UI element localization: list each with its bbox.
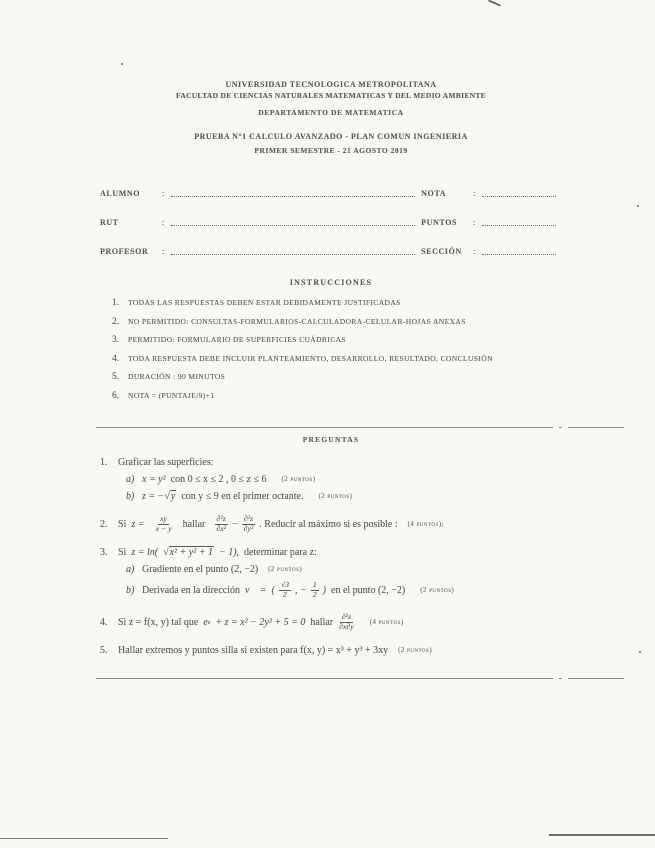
points-badge: (2 puntos) [420, 586, 455, 594]
colon: : [162, 247, 165, 256]
fraction-denominator: ∂y² [243, 523, 254, 533]
fraction [337, 613, 356, 632]
dotted-fill-line [482, 246, 556, 255]
fraction [153, 515, 173, 534]
points-badge: (4 puntos) [369, 618, 404, 626]
form-row-alumno [100, 188, 562, 198]
question-5 [100, 645, 562, 656]
rule-segment [568, 678, 624, 679]
scan-edge-line [0, 838, 168, 839]
scan-dot [637, 205, 639, 207]
question-text: determinar para z: [244, 546, 317, 558]
fraction-numerator: ∂²z [341, 611, 352, 621]
instruction-item [112, 298, 562, 308]
question-1 [100, 457, 562, 502]
question-text: Graficar las superficies: [118, 457, 214, 468]
colon: : [473, 189, 476, 198]
question-4-line [100, 613, 562, 632]
condition-text: con 0 ≤ x ≤ 2 , 0 ≤ z ≤ 6 [170, 474, 267, 485]
vector-symbol: v⃗ = [245, 584, 267, 596]
paren-open: ( [271, 584, 275, 596]
dotted-fill-line [171, 246, 415, 255]
question-number: 4. [100, 616, 108, 628]
radical-sign: √ [163, 546, 169, 558]
question-text: en el punto (2, −2) [331, 584, 406, 596]
university-name: UNIVERSIDAD TECNOLOGICA METROPOLITANA [225, 80, 437, 89]
exam-term: PRIMER SEMESTRE - 21 AGOSTO 2019 [254, 146, 408, 155]
subitem-label: a) [126, 563, 135, 575]
field-label-nota: NOTA [421, 189, 447, 198]
math-expression: + z = x² − 2y² + 5 = 0 [215, 616, 306, 628]
rule-segment [96, 427, 553, 428]
document-header [100, 80, 562, 155]
fraction-denominator: ∂x∂y [339, 621, 354, 631]
scan-dot [639, 651, 641, 653]
question-3 [100, 547, 562, 600]
rule-dot [559, 678, 562, 680]
math-expression: z = − [142, 491, 165, 502]
instruction-item [112, 335, 562, 345]
instruction-text: NO PERMITIDO: CONSULTAS-FORMULARIOS-CALCULADORA-CELULAR-HOJAS ANEXAS [128, 316, 466, 326]
fraction [279, 581, 291, 600]
fraction-numerator: 1 [312, 579, 317, 589]
field-label-puntos: PUNTOS [421, 218, 458, 227]
fraction-denominator: ∂x² [216, 523, 226, 533]
dotted-fill-line [482, 188, 556, 197]
question-4 [100, 613, 562, 632]
department-name: DEPARTAMENTO DE MATEMATICA [258, 108, 404, 117]
subitem-label: b) [126, 584, 135, 596]
exam-title: PRUEBA N°1 CALCULO AVANZADO - PLAN COMUN INGENIERIA [194, 132, 468, 141]
instruction-text: TODA RESPUESTA DEBE INCLUIR PLANTEAMIENTO, DESARROLLO, RESULTADO, CONCLUSIÓN [128, 353, 493, 363]
points-badge: (4 puntos); [407, 520, 444, 528]
fraction-numerator: ∂²z [243, 514, 254, 523]
fraction-numerator: xy [160, 514, 167, 523]
horizontal-rule [96, 427, 624, 429]
fraction [214, 515, 228, 534]
question-1b [100, 491, 562, 502]
scan-corner-tick [488, 0, 501, 6]
points-badge: (2 puntos) [398, 646, 433, 654]
rule-segment [96, 678, 553, 679]
radicand: x² + y² + 1 [169, 546, 213, 558]
instructions-heading: INSTRUCCIONES [289, 278, 373, 287]
question-text: hallar [310, 616, 334, 628]
sqrt-radical [164, 491, 176, 502]
instruction-text: PERMITIDO: FORMULARIO DE SUPERFICIES CUÁDRICAS [128, 335, 347, 344]
question-3-intro [100, 547, 562, 558]
rule-segment [568, 427, 624, 428]
question-number: 1. [100, 457, 108, 468]
question-3a [100, 564, 562, 575]
math-expression: x = y² [142, 474, 166, 485]
colon: : [162, 218, 165, 227]
instruction-number: 1. [112, 298, 120, 308]
math-expression: − 1), [218, 546, 240, 558]
document-content [100, 80, 562, 686]
points-badge: (2 puntos) [281, 476, 316, 483]
radical-sign: √ [164, 491, 170, 502]
horizontal-rule [96, 678, 624, 680]
question-text: hallar [182, 518, 206, 530]
fraction [311, 581, 319, 600]
paren-close: ) [322, 584, 327, 596]
instructions-list [100, 298, 562, 401]
question-2-line [100, 515, 562, 534]
subitem-label: a) [126, 474, 135, 485]
instruction-item [112, 317, 562, 327]
rule-dot [559, 427, 562, 429]
question-text: Si [118, 546, 127, 558]
dotted-fill-line [171, 188, 415, 197]
fraction-denominator: 2 [312, 589, 317, 599]
question-text: Hallar extremos y puntos silla si existen para f(x, y) = x³ + y³ + 3xy [118, 644, 389, 656]
instruction-text: DURACIÓN : 90 MINUTOS [128, 372, 226, 381]
sqrt-radical [163, 547, 214, 558]
math-expression: z = ln( [131, 546, 159, 558]
field-label-profesor: PROFESOR [100, 247, 149, 256]
question-text: . Reducir al máximo si es posible : [259, 518, 398, 530]
fraction-numerator: ∂²z [216, 514, 226, 523]
question-1-intro [100, 457, 562, 468]
math-expression: z = [131, 518, 145, 530]
fraction-denominator: x − y [155, 523, 172, 533]
fraction [242, 515, 256, 534]
instruction-number: 3. [112, 335, 120, 345]
instruction-number: 5. [112, 372, 120, 382]
colon: : [162, 189, 165, 198]
exp-base: e [203, 616, 208, 628]
instruction-number: 6. [112, 390, 120, 401]
instruction-number: 2. [112, 316, 120, 327]
faculty-name: FACULTAD DE CIENCIAS NATURALES MATEMATICAS Y DEL MEDIO AMBIENTE [176, 91, 486, 100]
instruction-text: TODAS LAS RESPUESTAS DEBEN ESTAR DEBIDAMENTE JUSTIFICADAS [128, 298, 401, 307]
dotted-fill-line [171, 217, 415, 226]
colon: : [473, 247, 476, 256]
instruction-text: NOTA = (PUNTAJE/9)+1 [128, 390, 215, 400]
dotted-fill-line [482, 217, 556, 226]
form-row-rut [100, 217, 562, 227]
questions-heading: PREGUNTAS [302, 435, 360, 444]
instructions-section [100, 278, 562, 401]
instruction-item [112, 372, 562, 382]
points-badge: (2 puntos) [268, 565, 303, 573]
condition-text: con y ≤ 9 en el primer octante. [181, 491, 304, 502]
colon: : [473, 218, 476, 227]
field-label-seccion: SECCIÓN [421, 247, 462, 256]
radicand: y [170, 491, 176, 502]
instruction-item [112, 354, 562, 364]
question-text: Si z = f(x, y) tal que [118, 616, 199, 628]
exp-superscript: z [207, 618, 211, 626]
question-2 [100, 515, 562, 534]
question-text: Gradiente en el punto (2, −2) [142, 563, 259, 575]
form-row-profesor [100, 246, 562, 256]
fraction-numerator: √3 [280, 579, 290, 589]
instruction-number: 4. [112, 353, 120, 364]
scan-edge-line [549, 834, 655, 836]
student-info-form [100, 188, 562, 256]
points-badge: (2 puntos) [318, 493, 353, 500]
minus-sign: − [232, 518, 238, 530]
question-text: Si [118, 518, 127, 530]
instruction-item [112, 391, 562, 401]
question-number: 5. [100, 644, 108, 656]
question-5-line [100, 645, 562, 656]
question-number: 3. [100, 546, 108, 558]
field-label-rut: RUT [100, 218, 119, 227]
subitem-label: b) [126, 491, 135, 502]
field-label-alumno: ALUMNO [100, 189, 141, 198]
question-1a [100, 474, 562, 485]
fraction-denominator: 2 [282, 589, 287, 599]
question-number: 2. [100, 518, 108, 530]
scan-dot [121, 63, 123, 65]
question-text: Derivada en la dirección [142, 584, 241, 596]
comma-minus: , − [295, 584, 307, 596]
question-3b [100, 581, 562, 600]
